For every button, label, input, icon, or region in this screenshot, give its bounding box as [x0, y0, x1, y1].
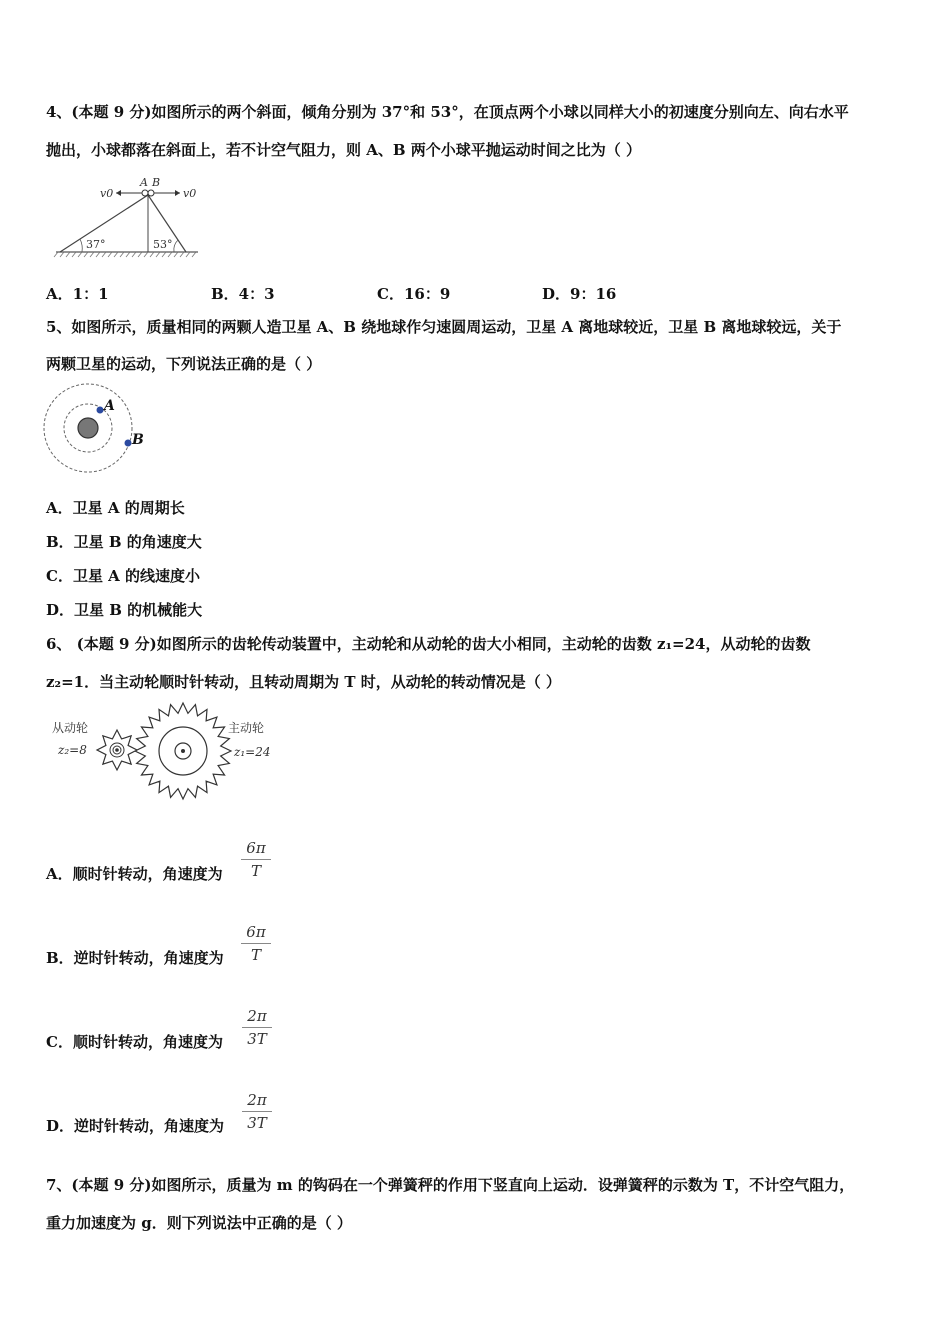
q6-driven-teeth: z₂=8: [58, 743, 87, 757]
q5-label-b: B: [132, 432, 144, 448]
q5-option-d[interactable]: D．卫星 B 的机械能大: [46, 601, 203, 619]
q4-angle-left: 37°: [86, 238, 106, 251]
q6-driver-label: 主动轮: [228, 721, 265, 735]
q5-label-a: A: [104, 398, 115, 414]
q6-option-d-fraction: 2π 3T: [242, 1090, 272, 1133]
q5-option-a[interactable]: A．卫星 A 的周期长: [46, 499, 185, 517]
q6-option-c-fraction: 2π 3T: [242, 1006, 272, 1049]
q4-stem-line1: 4、(本题 9 分)如图所示的两个斜面，倾角分别为 37°和 53°，在顶点两个小球以同样大小的初速度分别向左、向右水平: [46, 103, 849, 121]
q5-stem-line2: 两颗卫星的运动，下列说法正确的是（ ）: [46, 355, 322, 373]
q4-option-b[interactable]: B．4：3: [211, 285, 275, 303]
q5-stem-line1: 5、如图所示，质量相同的两颗人造卫星 A、B 绕地球作匀速圆周运动，卫星 A 离地球较近，卫星 B 离地球较远，关于: [46, 318, 842, 336]
q5-option-c[interactable]: C．卫星 A 的线速度小: [46, 567, 201, 585]
q4-label-v-right: v0: [183, 187, 197, 200]
q6-driven-label: 从动轮: [52, 721, 89, 735]
q4-label-a: A: [140, 176, 148, 189]
q4-incline-figure: [52, 172, 202, 260]
q5-option-b[interactable]: B．卫星 B 的角速度大: [46, 533, 202, 551]
q4-option-c[interactable]: C．16：9: [377, 285, 451, 303]
q4-stem-line2: 抛出，小球都落在斜面上，若不计空气阻力，则 A、B 两个小球平抛运动时间之比为（ ）: [46, 141, 641, 159]
q4-label-v-left: v0: [100, 187, 114, 200]
q6-option-d[interactable]: D．逆时针转动，角速度为: [46, 1117, 225, 1135]
q7-stem-line2: 重力加速度为 g．则下列说法中正确的是（ ）: [46, 1214, 352, 1232]
q6-option-a-fraction: 6π T: [241, 838, 271, 881]
q4-label-b: B: [152, 176, 161, 189]
q6-gear-figure: [48, 700, 278, 804]
q6-stem-line2: z₂=1．当主动轮顺时针转动，且转动周期为 T 时，从动轮的转动情况是（ ）: [46, 673, 561, 691]
q6-option-c[interactable]: C．顺时针转动，角速度为: [46, 1033, 223, 1051]
q6-driver-teeth: z₁=24: [234, 745, 271, 759]
q4-option-a[interactable]: A．1：1: [46, 285, 109, 303]
q6-stem-line1: 6、 (本题 9 分)如图所示的齿轮传动装置中，主动轮和从动轮的齿大小相同，主动轮的齿数 z₁=24，从动轮的齿数: [46, 635, 811, 653]
q7-stem-line1: 7、(本题 9 分)如图所示，质量为 m 的钩码在一个弹簧秤的作用下竖直向上运动．设弹簧秤的示数为 T，不计空气阻力，: [46, 1176, 855, 1194]
q6-option-b-fraction: 6π T: [241, 922, 271, 965]
q4-option-d[interactable]: D．9：16: [542, 285, 617, 303]
q4-angle-right: 53°: [153, 238, 173, 251]
q6-option-a[interactable]: A．顺时针转动，角速度为: [46, 865, 223, 883]
q6-option-b[interactable]: B．逆时针转动，角速度为: [46, 949, 224, 967]
q4-options: [46, 283, 746, 303]
q5-orbit-figure: [40, 382, 150, 478]
